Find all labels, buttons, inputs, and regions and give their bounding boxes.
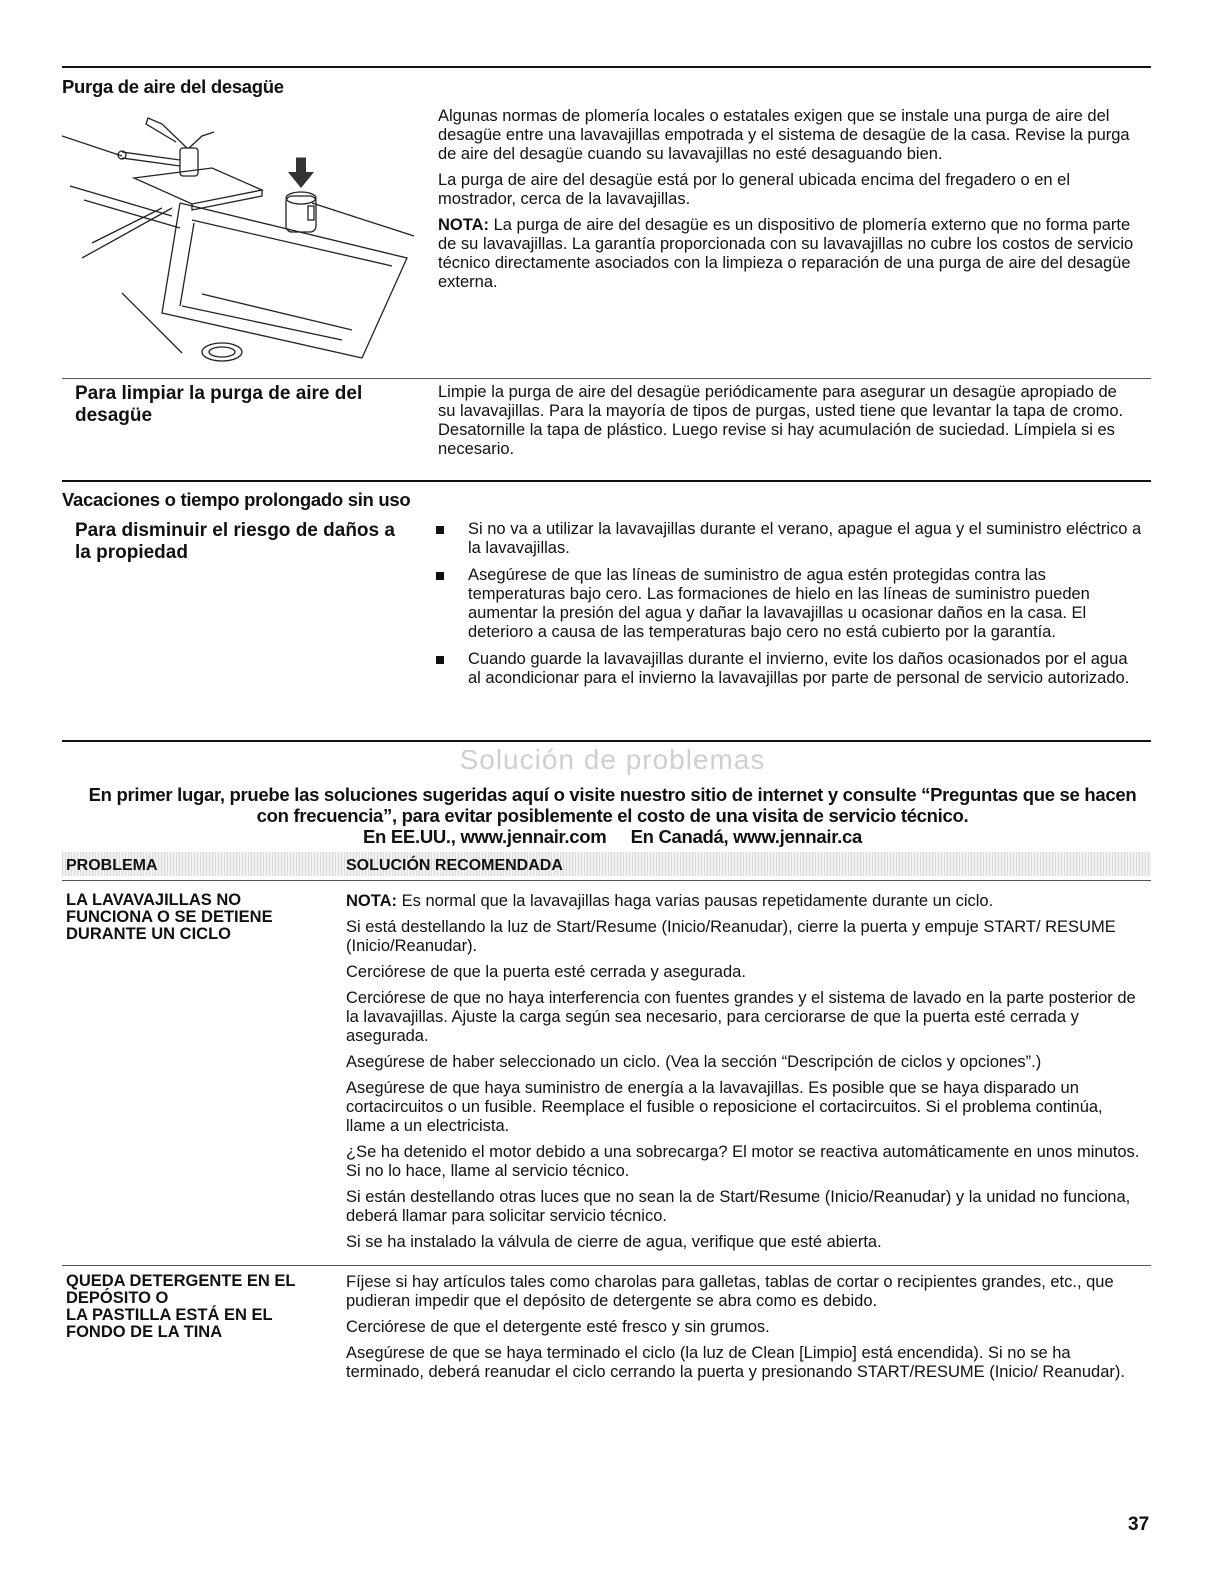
cleaning-rule xyxy=(62,378,1151,379)
bullet-item xyxy=(436,520,1142,558)
air-gap-heading: Purga de aire del desagüe xyxy=(62,76,284,97)
air-gap-paragraph-2: La purga de aire del desagüe está por lo general ubicada encima del fregadero o en el mostrador, cerca de la lavavajillas. xyxy=(438,171,1071,208)
vacation-subheading: Para disminuir el riesgo de daños a la propiedad xyxy=(75,520,395,563)
note-label: NOTA: xyxy=(346,892,398,910)
solution-note xyxy=(346,892,1146,911)
problem-line: FONDO DE LA TINA xyxy=(66,1323,223,1341)
problem-line: DEPÓSITO O xyxy=(66,1289,169,1307)
bullet-square-icon xyxy=(436,526,444,534)
solution-item: ¿Se ha detenido el motor debido a una sobrecarga? El motor se reactiva automáticamente en unos minutos. Si no lo hace, llame al servicio técnico. xyxy=(346,1143,1140,1180)
solution-item: Asegúrese de que se haya terminado el ciclo (la luz de Clean [Limpio] está encendida). Si no se ha terminado, deberá reanudar el ciclo cerrando la puerta y presionando START/RESUME (Inicio/ Reanudar). xyxy=(346,1344,1125,1381)
problem-cell xyxy=(66,892,273,943)
air-gap-illustration xyxy=(62,108,422,370)
bullet-text: Si no va a utilizar la lavavajillas durante el verano, apague el agua y el suministro eléctrico a la lavavajillas. xyxy=(468,520,1142,557)
bullet-text: Asegúrese de que las líneas de suministro de agua estén protegidas contra las temperaturas bajo cero. Las formaciones de hielo en las líneas de suministro pueden aumentar la presión del agua y dañar la lavavajillas u ocasionar daños en la casa. El deterioro a causa de las temperaturas bajo cero no está cubierto por la garantía. xyxy=(468,566,1090,641)
solution-item: Si se ha instalado la válvula de cierre de agua, verifique que esté abierta. xyxy=(346,1233,882,1251)
solution-item: Fíjese si hay artículos tales como charolas para galletas, tablas de cortar o recipientes grandes, etc., que pudieran impedir que el depósito de detergente se abra como es debido. xyxy=(346,1273,1114,1310)
vacation-bullets xyxy=(436,520,1142,696)
solution-item: Si está destellando la luz de Start/Resume (Inicio/Reanudar), cierre la puerta y empuje START/ RESUME (Inicio/Reanudar). xyxy=(346,918,1116,955)
air-gap-note xyxy=(438,216,1138,292)
cleaning-text: Limpie la purga de aire del desagüe periódicamente para asegurar un desagüe apropiado de su lavavajillas. Para la mayoría de tipos de purgas, usted tiene que levantar la tapa de cromo. Desatornille la tapa de plástico. Luego revise si hay acumulación de suciedad. Límpiela si es necesario. xyxy=(438,383,1124,458)
problem-line: FUNCIONA O SE DETIENE xyxy=(66,908,273,926)
problem-line: QUEDA DETERGENTE EN EL xyxy=(66,1272,296,1290)
solution-item: Cerciórese de que no haya interferencia con fuentes grandes y el sistema de lavado en la parte posterior de la lavavajillas. Ajuste la carga según sea necesario, para cerciorarse de que la puerta esté cerrada y asegurada. xyxy=(346,989,1136,1045)
cleaning-heading: Para limpiar la purga de aire del desagüe xyxy=(75,383,363,426)
air-gap-paragraph-1: Algunas normas de plomería locales o estatales exigen que se instale una purga de aire del desagüe entre una lavavajillas empotrada y el sistema de desagüe de la casa. Revise la purga de aire del desagüe cuando su lavavajillas no esté desaguando bien. xyxy=(438,107,1130,163)
bullet-square-icon xyxy=(436,572,444,580)
troubleshooting-title: Solución de problemas xyxy=(459,744,766,775)
problem-line: LA LAVAVAJILLAS NO xyxy=(66,891,242,909)
col-header-solution: SOLUCIÓN RECOMENDADA xyxy=(346,857,563,874)
vacation-heading: Vacaciones o tiempo prolongado sin uso xyxy=(62,489,411,510)
solution-item: Cerciórese de que la puerta esté cerrada y asegurada. xyxy=(346,963,746,981)
note-text: La purga de aire del desagüe es un dispositivo de plomería externo que no forma parte de su lavavajillas. La garantía proporcionada con su lavavajillas no cubre los costos de servicio técnico directamente asociados con la limpieza o reparación de una purga de aire del desagüe externa. xyxy=(438,216,1134,291)
solution-item: Si están destellando otras luces que no sean la de Start/Resume (Inicio/Reanudar) y la unidad no funciona, deberá llamar para solicitar servicio técnico. xyxy=(346,1188,1131,1225)
intro-line-2: con frecuencia”, para evitar posiblemente el costo de una visita de servicio técnico. xyxy=(256,805,969,826)
troubleshooting-intro xyxy=(40,784,1185,847)
row-divider xyxy=(62,1265,1151,1266)
bullet-item xyxy=(436,566,1142,642)
intro-line-1: En primer lugar, pruebe las soluciones sugeridas aquí o visite nuestro sitio de internet y consulte “Preguntas que se hacen xyxy=(88,784,1137,805)
bullet-square-icon xyxy=(436,656,444,664)
troubleshooting-rule xyxy=(62,740,1151,742)
page-number: 37 xyxy=(1128,1514,1150,1535)
solution-item: Asegúrese de haber seleccionado un ciclo. (Vea la sección “Descripción de ciclos y opciones”.) xyxy=(346,1053,1042,1071)
table-header-rule xyxy=(62,880,1151,881)
solution-item: Cerciórese de que el detergente esté fresco y sin grumos. xyxy=(346,1318,770,1336)
problem-line: DURANTE UN CICLO xyxy=(66,925,231,943)
solution-cell xyxy=(346,892,1146,1259)
bullet-item xyxy=(436,650,1142,688)
top-rule xyxy=(62,66,1151,68)
bullet-text: Cuando guarde la lavavajillas durante el invierno, evite los daños ocasionados por el agua al acondicionar para el invierno la lavavajillas por parte de personal de servicio autorizado. xyxy=(468,650,1130,687)
vacation-rule xyxy=(62,480,1151,482)
solution-item: Asegúrese de que haya suministro de energía a la lavavajillas. Es posible que se haya disparado un cortacircuitos o un fusible. Reemplace el fusible o reposicione el cortacircuitos. Si el problema continúa, llame a un electricista. xyxy=(346,1079,1103,1135)
note-label: NOTA: xyxy=(438,216,490,234)
air-gap-text xyxy=(438,107,1138,299)
intro-line-3: En EE.UU., www.jennair.com En Canadá, www.jennair.ca xyxy=(363,826,862,847)
table-header-shade xyxy=(62,852,1151,876)
problem-cell xyxy=(66,1273,296,1341)
problem-line: LA PASTILLA ESTÁ EN EL xyxy=(66,1306,273,1324)
note-text: Es normal que la lavavajillas haga varias pausas repetidamente durante un ciclo. xyxy=(397,892,994,910)
col-header-problem: PROBLEMA xyxy=(66,857,158,874)
solution-cell xyxy=(346,1273,1146,1389)
